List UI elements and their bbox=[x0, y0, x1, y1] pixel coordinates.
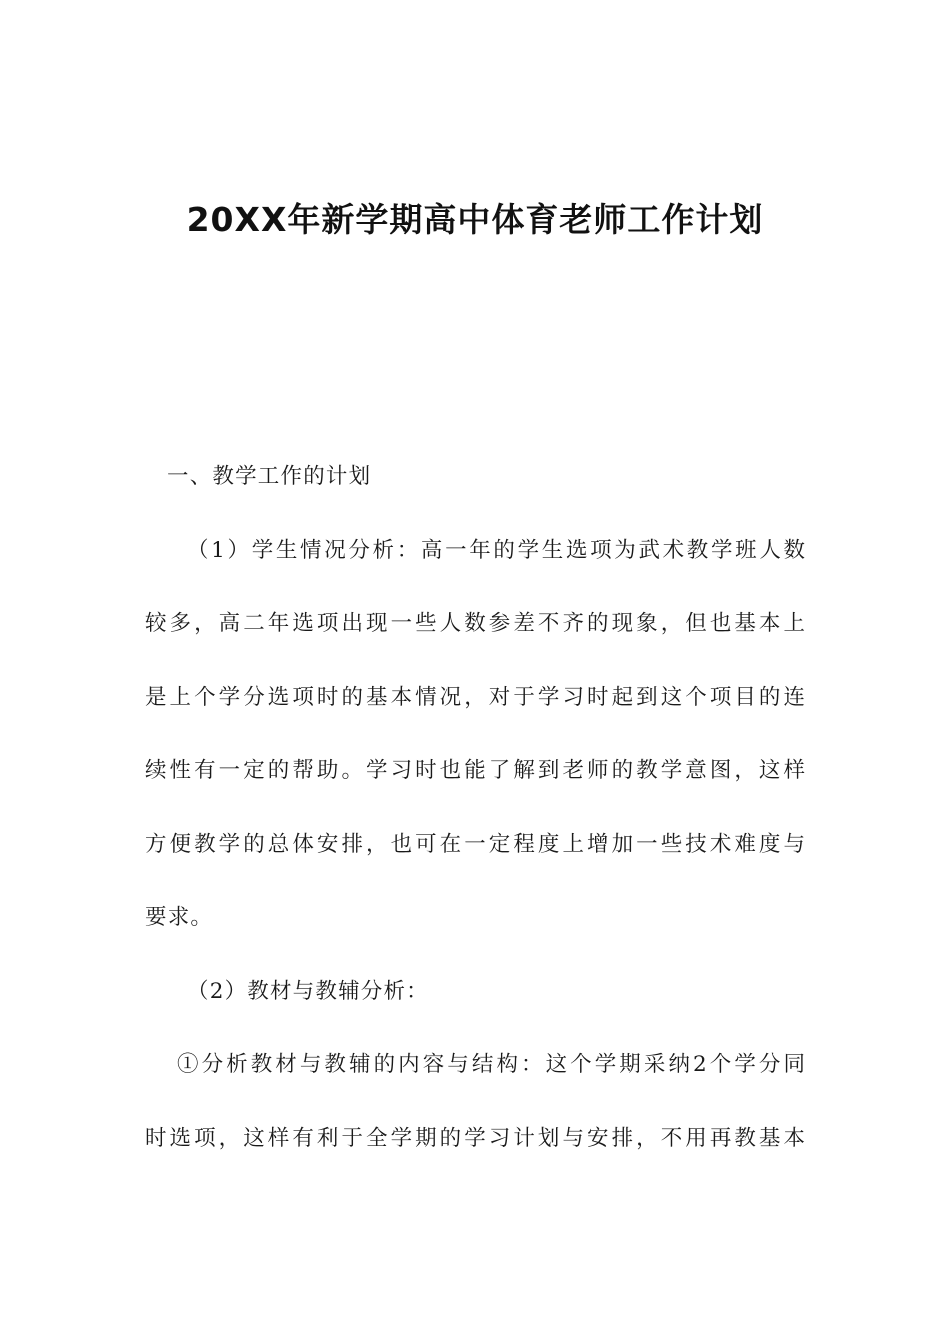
section-heading-teaching-plan: 一、教学工作的计划 bbox=[167, 464, 372, 489]
paragraph-line: （1）学生情况分析：高一年的学生选项为武术教学班人数 bbox=[187, 537, 805, 563]
paragraph-line: 续性有一定的帮助。学习时也能了解到老师的教学意图，这样 bbox=[145, 758, 805, 783]
paragraph-line: ①分析教材与教辅的内容与结构：这个学期采纳2个学分同 bbox=[177, 1052, 805, 1077]
document-body bbox=[145, 440, 805, 1175]
paragraph-line: 时选项，这样有利于全学期的学习计划与安排，不用再教基本 bbox=[145, 1125, 805, 1151]
paragraph-line: 较多，高二年选项出现一些人数参差不齐的现象，但也基本上 bbox=[145, 611, 805, 636]
paragraph-line: 方便教学的总体安排，也可在一定程度上增加一些技术难度与 bbox=[145, 831, 805, 857]
paragraph-line: 要求。 bbox=[145, 905, 214, 930]
document-title: 20XX年新学期高中体育老师工作计划 bbox=[186, 200, 764, 239]
subsection-heading-materials: （2）教材与教辅分析： bbox=[187, 978, 429, 1004]
paragraph-line: 是上个学分选项时的基本情况，对于学习时起到这个项目的连 bbox=[145, 684, 805, 710]
